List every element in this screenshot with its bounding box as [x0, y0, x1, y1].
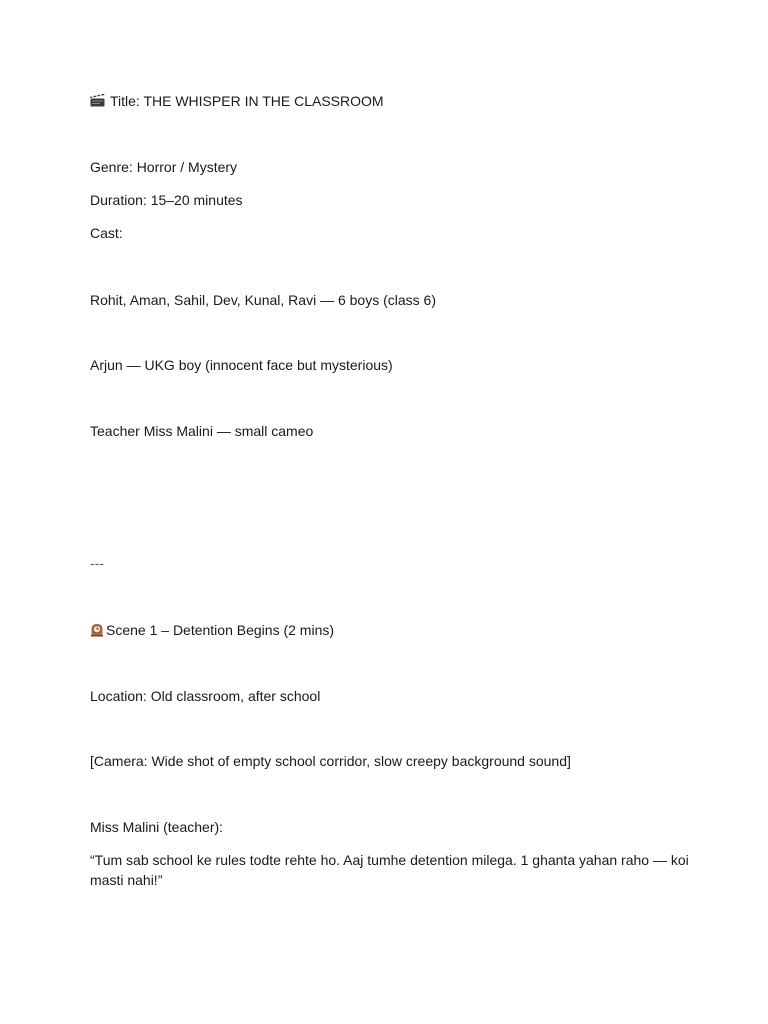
cast-label: Cast: [90, 225, 123, 241]
scene-location: Location: Old classroom, after school [90, 688, 321, 704]
clapperboard-icon [90, 92, 105, 105]
speaker-name: Miss Malini (teacher): [90, 819, 224, 835]
cast-item-teacher: Teacher Miss Malini — small cameo [90, 423, 314, 439]
duration-line: Duration: 15–20 minutes [90, 192, 243, 208]
scene-heading [90, 620, 334, 640]
dialogue-text: “Tum sab school ke rules todte rehte ho. Aaj tumhe detention milega. 1 ghanta yahan raho — koi masti nahi!” [90, 852, 689, 888]
genre-line: Genre: Horror / Mystery [90, 159, 238, 175]
cast-item-arjun: Arjun — UKG boy (innocent face but mysterious) [90, 357, 393, 373]
mantelpiece-clock-icon [90, 622, 104, 636]
scene-heading-text: Scene 1 – Detention Begins (2 mins) [106, 622, 335, 638]
script-title [90, 91, 384, 111]
section-separator: --- [90, 555, 104, 571]
cast-item-boys: Rohit, Aman, Sahil, Dev, Kunal, Ravi — 6 boys (class 6) [90, 292, 436, 308]
camera-direction: [Camera: Wide shot of empty school corridor, slow creepy background sound] [90, 753, 571, 769]
title-text: Title: THE WHISPER IN THE CLASSROOM [110, 93, 384, 109]
